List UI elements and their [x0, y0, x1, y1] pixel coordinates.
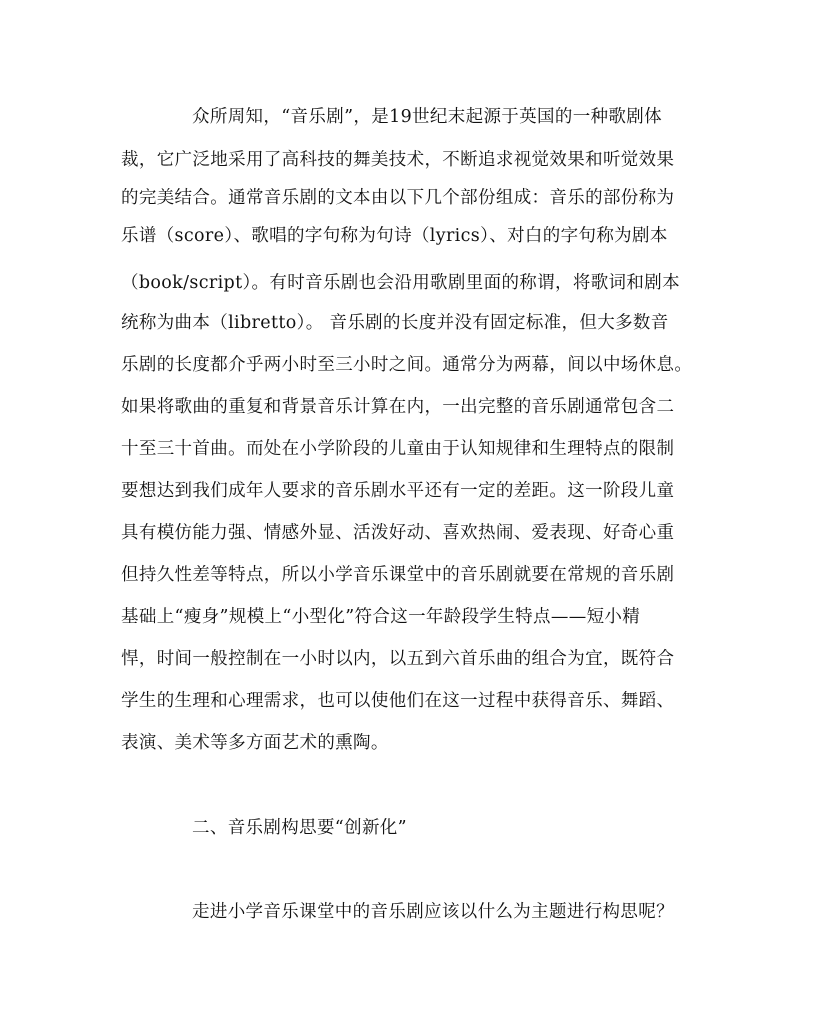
paragraph-line: （book/script）。有时音乐剧也会沿用歌剧里面的称谓，将歌词和剧本 — [121, 273, 680, 293]
paragraph-line: 如果将歌曲的重复和背景音乐计算在内，一出完整的音乐剧通常包含二 — [121, 397, 675, 417]
paragraph-line: 乐谱（score）、歌唱的字句称为句诗（lyrics）、对白的字句称为剧本 — [121, 226, 668, 246]
paragraph-line: 裁，它广泛地采用了高科技的舞美技术，不断追求视觉效果和听觉效果 — [121, 150, 675, 170]
paragraph-line: 统称为曲本（libretto）。 音乐剧的长度并没有固定标准，但大多数音 — [121, 313, 669, 333]
paragraph-line: 具有模仿能力强、情感外显、活泼好动、喜欢热闹、爱表现、好奇心重 — [121, 523, 675, 543]
paragraph-line: 走进小学音乐课堂中的音乐剧应该以什么为主题进行构思呢？ — [192, 902, 674, 922]
paragraph-line: 众所周知，“音乐剧”，是19世纪末起源于英国的一种歌剧体 — [192, 107, 662, 127]
paragraph-line: 学生的生理和心理需求，也可以使他们在这一过程中获得音乐、舞蹈、 — [121, 691, 675, 711]
paragraph-line: 基础上“瘦身”规模上“小型化”符合这一年龄段学生特点——短小精 — [121, 607, 641, 627]
paragraph-line: 十至三十首曲。而处在小学阶段的儿童由于认知规律和生理特点的限制 — [121, 439, 675, 459]
paragraph-line: 表演、美术等多方面艺术的熏陶。 — [121, 733, 389, 753]
paragraph-line: 悍，时间一般控制在一小时以内，以五到六首乐曲的组合为宜，既符合 — [121, 649, 675, 669]
section-heading: 二、音乐剧构思要“创新化” — [192, 818, 407, 838]
paragraph-line: 要想达到我们成年人要求的音乐剧水平还有一定的差距。这一阶段儿童 — [121, 481, 675, 501]
paragraph-line: 的完美结合。通常音乐剧的文本由以下几个部份组成：音乐的部份称为 — [121, 188, 675, 208]
paragraph-line: 但持久性差等特点，所以小学音乐课堂中的音乐剧就要在常规的音乐剧 — [121, 565, 675, 585]
paragraph-line: 乐剧的长度都介乎两小时至三小时之间。通常分为两幕，间以中场休息。 — [121, 355, 693, 375]
